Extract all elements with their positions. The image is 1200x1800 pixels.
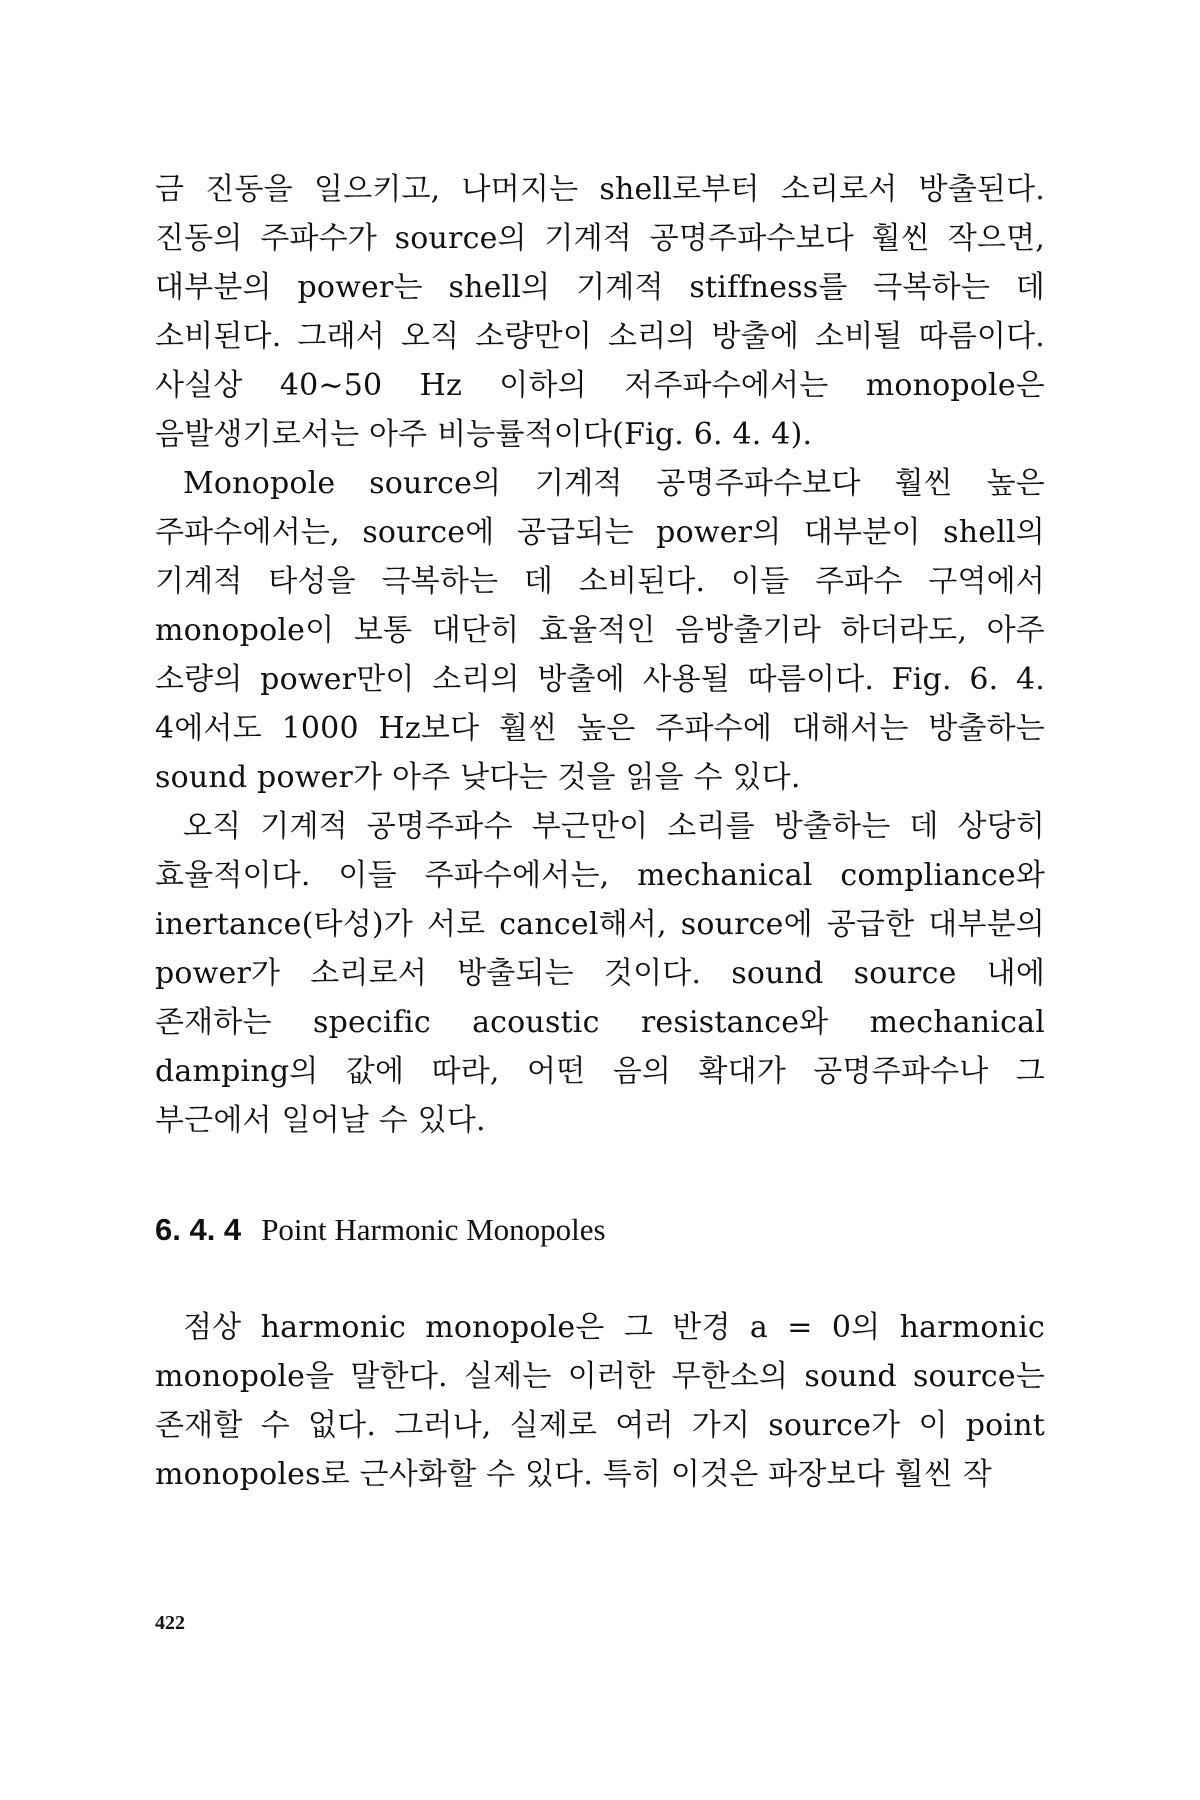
body-text: [155, 165, 1045, 1145]
paragraph-continued: 금 진동을 일으키고, 나머지는 shell로부터 소리로서 방출된다. 진동의 주파수가 source의 기계적 공명주파수보다 훨씬 작으면, 대부분의 power는 shell의 기계적 stiffness를 극복하는 데 소비된다. 그래서 오직 소량만이 소리의 방출에 소비될 따름이다. 사실상 40~50 Hz 이하의 저주파수에서는 monopole은 음발생기로서는 아주 비능률적이다(Fig. 6. 4. 4).: [155, 172, 1045, 452]
paragraph-monopole-high-frequency: Monopole source의 기계적 공명주파수보다 훨씬 높은 주파수에서는, source에 공급되는 power의 대부분이 shell의 기계적 타성을 극복하는 데 소비된다. 이들 주파수 구역에서 monopole이 보통 대단히 효율적인 음방출기라 하더라도, 아주 소량의 power만이 소리의 방출에 사용될 따름이다. Fig. 6. 4. 4에서도 1000 Hz보다 훨씬 높은 주파수에 대해서는 방출하는 sound power가 아주 낮다는 것을 읽을 수 있다.: [155, 466, 1045, 795]
paragraph-point-monopole: 점상 harmonic monopole은 그 반경 a = 0의 harmonic monopole을 말한다. 실제는 이러한 무한소의 sound source는 존재할 수 없다. 그러나, 실제로 여러 가지 source가 이 point monopoles로 근사화할 수 있다. 특히 이것은 파장보다 훨씬 작: [155, 1310, 1045, 1492]
page-number: 422: [155, 1612, 185, 1634]
section-title: Point Harmonic Monopoles: [261, 1212, 606, 1247]
section-number: 6. 4. 4: [155, 1212, 242, 1247]
paragraph-resonance-efficiency: 오직 기계적 공명주파수 부근만이 소리를 방출하는 데 상당히 효율적이다. 이들 주파수에서는, mechanical compliance와 inertance(타성)가 서로 cancel해서, source에 공급한 대부분의 power가 소리로서 방출되는 것이다. sound source 내에 존재하는 specific acoustic resistance와 mechanical damping의 값에 따라, 어떤 음의 확대가 공명주파수나 그 부근에서 일어날 수 있다.: [155, 809, 1045, 1138]
section-body-text: [155, 1303, 1045, 1499]
section-heading: [155, 1208, 1045, 1252]
